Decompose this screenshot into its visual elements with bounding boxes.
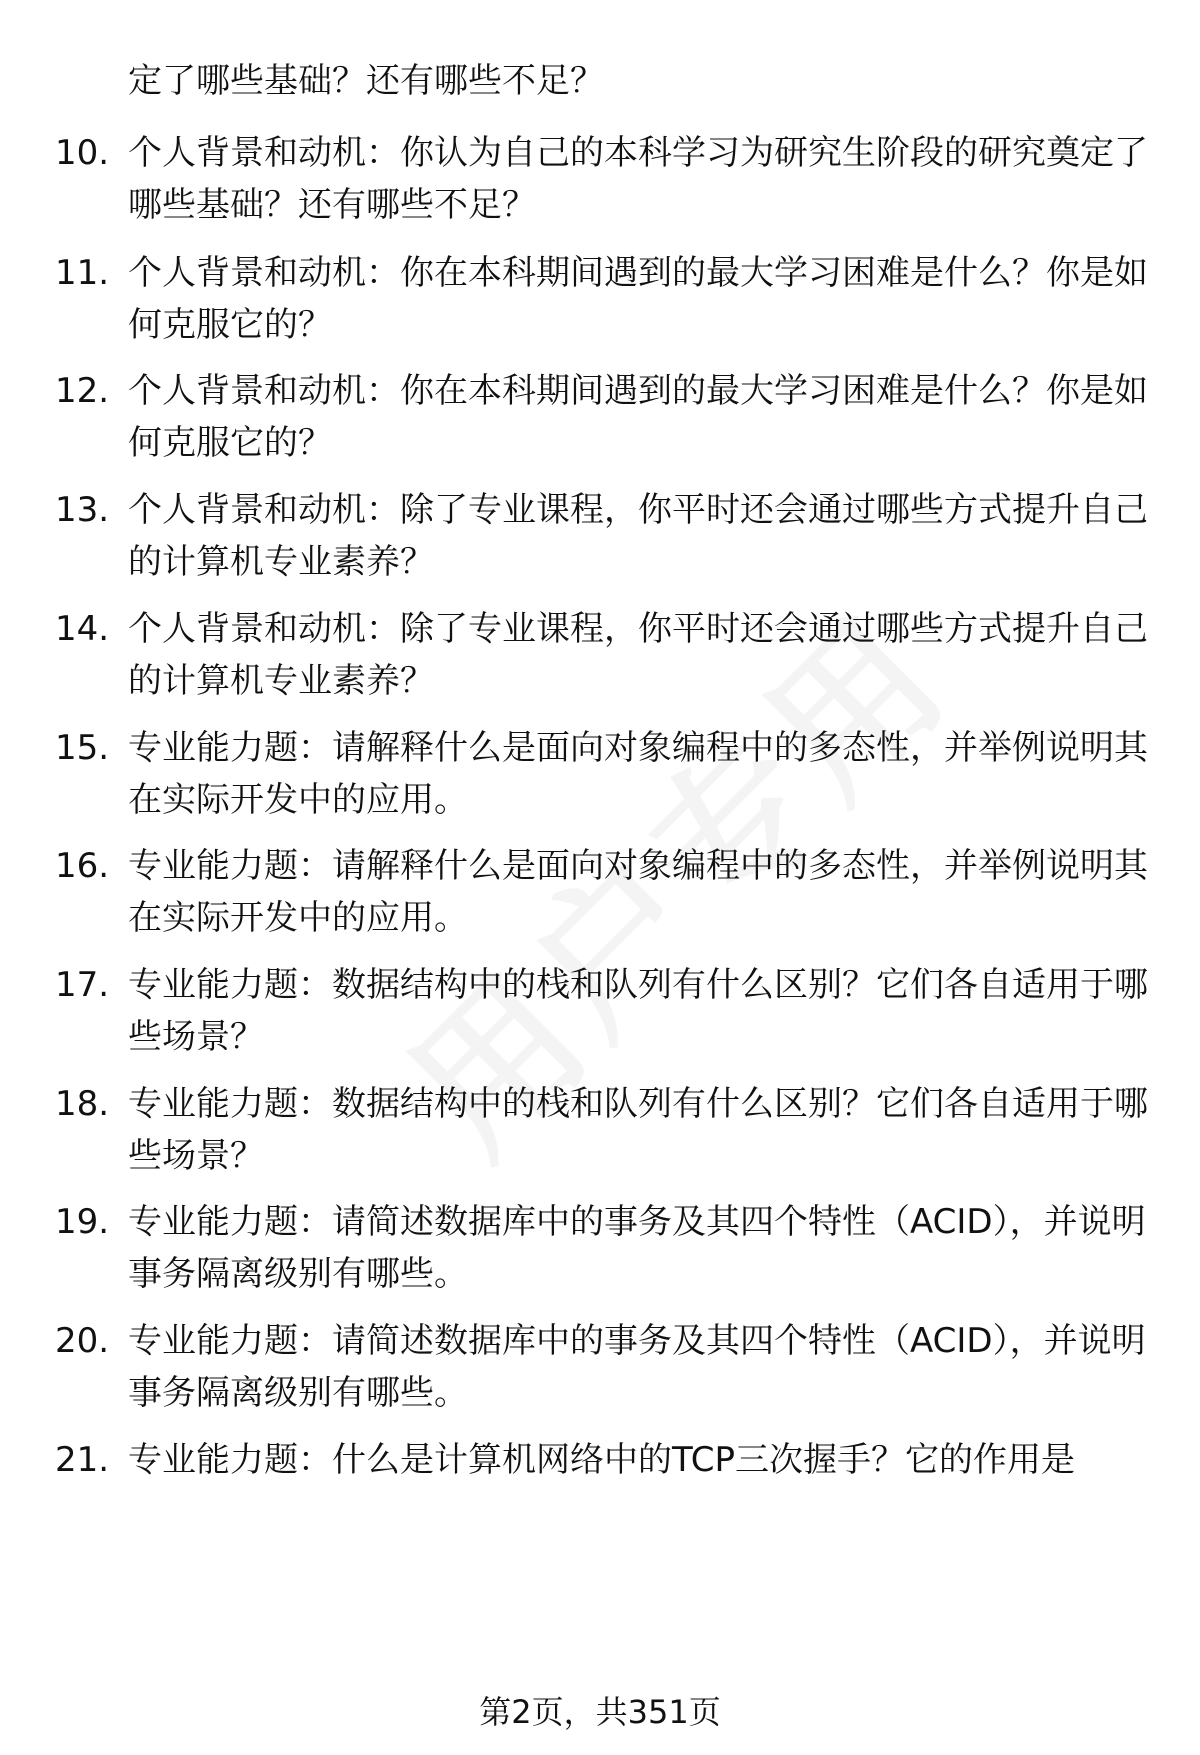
page-footer: 第2页，共351页: [479, 1693, 721, 1731]
item-text: 个人背景和动机：除了专业课程，你平时还会通过哪些方式提升自己的计算机专业素养？: [128, 609, 1148, 701]
item-number: 12.: [55, 371, 110, 411]
item-number: 10.: [55, 133, 110, 173]
item-number: 18.: [55, 1084, 110, 1124]
item-number: 21.: [55, 1440, 110, 1480]
item-text: 个人背景和动机：你在本科期间遇到的最大学习困难是什么？你是如何克服它的？: [128, 253, 1148, 345]
item-text: 专业能力题：请解释什么是面向对象编程中的多态性，并举例说明其在实际开发中的应用。: [128, 846, 1148, 938]
continuation-text: 定了哪些基础？还有哪些不足？: [128, 61, 604, 101]
item-text: 专业能力题：数据结构中的栈和队列有什么区别？它们各自适用于哪些场景？: [128, 1084, 1148, 1176]
item-number: 13.: [55, 490, 110, 530]
item-text: 个人背景和动机：你在本科期间遇到的最大学习困难是什么？你是如何克服它的？: [128, 371, 1148, 463]
item-number: 11.: [55, 253, 110, 293]
item-number: 14.: [55, 609, 110, 649]
item-text: 专业能力题：请简述数据库中的事务及其四个特性（ACID），并说明事务隔离级别有哪些。: [128, 1321, 1146, 1413]
item-text: 专业能力题：请简述数据库中的事务及其四个特性（ACID），并说明事务隔离级别有哪些。: [128, 1202, 1146, 1294]
item-number: 20.: [55, 1321, 110, 1361]
item-text: 专业能力题：什么是计算机网络中的TCP三次握手？它的作用是: [128, 1440, 1076, 1480]
item-text: 专业能力题：数据结构中的栈和队列有什么区别？它们各自适用于哪些场景？: [128, 965, 1148, 1057]
item-number: 19.: [55, 1202, 110, 1242]
item-text: 个人背景和动机：你认为自己的本科学习为研究生阶段的研究奠定了哪些基础？还有哪些不足？: [128, 133, 1148, 225]
item-number: 16.: [55, 846, 110, 886]
item-text: 专业能力题：请解释什么是面向对象编程中的多态性，并举例说明其在实际开发中的应用。: [128, 728, 1148, 820]
item-number: 15.: [55, 728, 110, 768]
item-text: 个人背景和动机：除了专业课程，你平时还会通过哪些方式提升自己的计算机专业素养？: [128, 490, 1148, 582]
item-number: 17.: [55, 965, 110, 1005]
